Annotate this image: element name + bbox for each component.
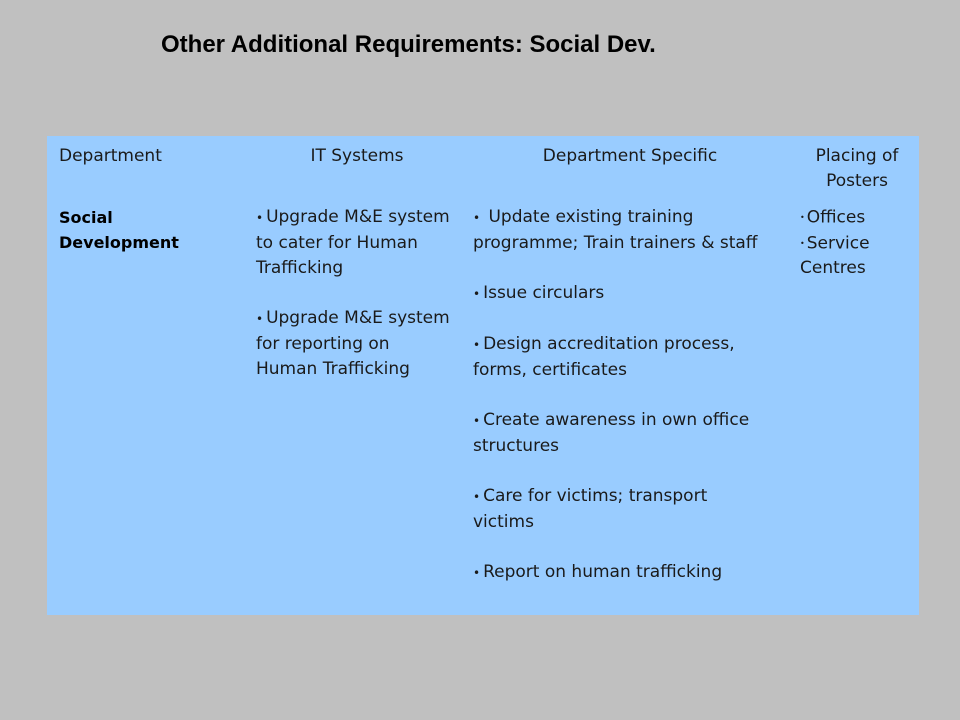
- list-item-text: Update existing training programme; Train trainers & staff: [473, 207, 758, 253]
- bullet-icon: •: [473, 287, 481, 301]
- list-item-text: Report on human trafficking: [483, 562, 723, 582]
- list-item: [473, 484, 773, 535]
- list-item: [473, 205, 773, 256]
- header-it-systems: IT Systems: [310, 146, 404, 166]
- list-item: [473, 408, 773, 459]
- bullet-icon: •: [473, 211, 481, 225]
- list-item-text: Upgrade M&E system for reporting on Human Trafficking: [256, 308, 450, 379]
- header-department: Department: [59, 146, 162, 166]
- list-item: [473, 281, 773, 307]
- it-systems-list: [256, 205, 456, 407]
- header-department-specific: Department Specific: [542, 146, 718, 166]
- bullet-icon: •: [473, 490, 481, 504]
- list-item: [800, 205, 915, 231]
- requirements-table: [47, 136, 919, 615]
- bullet-icon: •: [473, 338, 481, 352]
- bullet-icon: •: [256, 312, 264, 326]
- list-item-text: Upgrade M&E system to cater for Human Trafficking: [256, 207, 450, 278]
- bullet-icon: •: [473, 414, 481, 428]
- bullet-icon: •: [800, 213, 805, 222]
- header-placing-of-posters: Placing of Posters: [815, 146, 899, 191]
- list-item-text: Care for victims; transport victims: [473, 486, 708, 532]
- list-item: [256, 205, 456, 281]
- list-item-text: Service Centres: [800, 233, 870, 278]
- posters-list: [800, 205, 915, 281]
- list-item: [256, 306, 456, 382]
- department-cell: Social Development: [59, 208, 179, 252]
- list-item-text: Offices: [806, 207, 866, 228]
- list-item: [473, 560, 773, 586]
- list-item: [473, 332, 773, 383]
- list-item-text: Issue circulars: [483, 283, 605, 303]
- slide-title: Other Additional Requirements: Social Dev.: [161, 31, 656, 58]
- bullet-icon: •: [800, 238, 805, 248]
- list-item-text: Design accreditation process, forms, certificates: [473, 334, 735, 380]
- bullet-icon: •: [256, 211, 264, 225]
- list-item-text: Create awareness in own office structures: [473, 410, 750, 456]
- list-item: [800, 231, 915, 282]
- department-specific-list: [473, 205, 773, 611]
- bullet-icon: •: [473, 566, 481, 580]
